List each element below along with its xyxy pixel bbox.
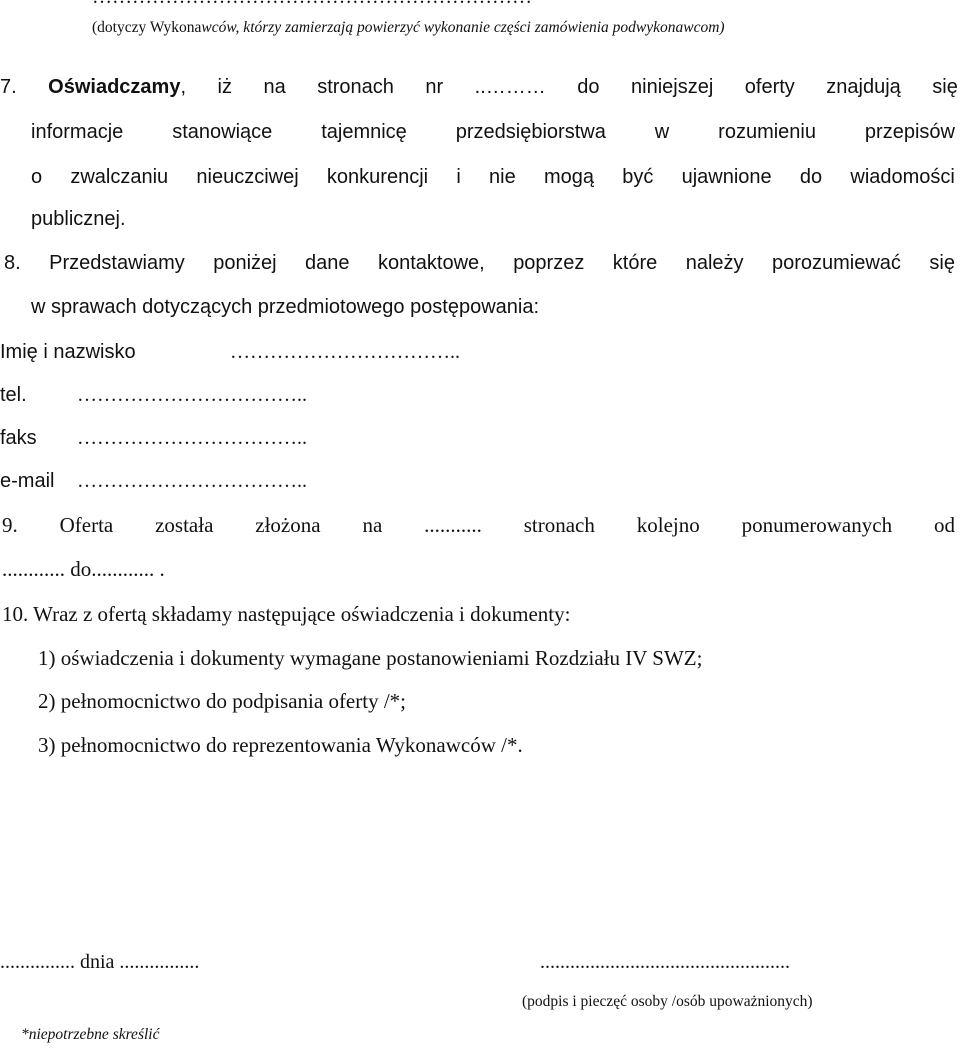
word: w bbox=[654, 121, 670, 143]
word: do bbox=[799, 166, 823, 188]
section-9-number: 9. bbox=[2, 513, 18, 537]
signature-caption: (podpis i pieczęć osoby /osób upoważnionych) bbox=[522, 993, 813, 1010]
section-7-line-3 bbox=[31, 166, 955, 189]
word: stronach bbox=[317, 76, 394, 98]
word: zwalczaniu bbox=[70, 166, 169, 188]
word: informacje bbox=[31, 121, 124, 143]
subcontractor-note bbox=[92, 19, 725, 37]
word: nieuczciwej bbox=[196, 166, 299, 188]
word: została bbox=[155, 513, 214, 537]
section-7-line-4: publicznej. bbox=[31, 208, 126, 230]
top-dots bbox=[92, 0, 532, 9]
word: nr bbox=[425, 76, 444, 98]
word: tajemnicę bbox=[321, 121, 407, 143]
tel-value: …………………………….. bbox=[77, 384, 307, 406]
section-8-line-1 bbox=[4, 252, 955, 275]
page-count-blank: ........... bbox=[424, 513, 482, 537]
signature-line: .................................................. bbox=[540, 951, 790, 973]
word: być bbox=[622, 166, 654, 188]
word: do bbox=[577, 76, 600, 98]
subcontractor-note-rest: wców, którzy zamierzają powierzyć wykonanie części zamówienia podwykonawcom) bbox=[201, 19, 725, 36]
word: dane bbox=[305, 252, 350, 274]
section-7-bold: Oświadczamy bbox=[48, 76, 181, 98]
word: ujawnione bbox=[681, 166, 772, 188]
word: porozumiewać bbox=[771, 252, 901, 274]
tel-label: tel. bbox=[0, 384, 27, 406]
attachment-item-1: 1) oświadczenia i dokumenty wymagane postanowieniami Rozdziału IV SWZ; bbox=[38, 646, 703, 670]
email-value: …………………………….. bbox=[77, 470, 307, 492]
word: należy bbox=[685, 252, 744, 274]
section-8-line-2: w sprawach dotyczących przedmiotowego postępowania: bbox=[31, 296, 540, 318]
word: konkurencji bbox=[326, 166, 429, 188]
section-7-line-2 bbox=[31, 121, 955, 144]
word: się bbox=[929, 252, 955, 274]
word: Oferta bbox=[59, 513, 114, 537]
word: iż bbox=[217, 76, 232, 98]
word: nie bbox=[489, 166, 516, 188]
word: Przedstawiamy bbox=[49, 252, 185, 274]
word: wiadomości bbox=[850, 166, 955, 188]
section-8-number: 8. bbox=[4, 252, 21, 274]
section-9-line-1 bbox=[2, 513, 955, 538]
section-7-line-1: 7. Oświadczamy, iż na stronach nr ..……… do niniejszej oferty znajdują się bbox=[0, 76, 958, 98]
word: złożona bbox=[255, 513, 321, 537]
email-label: e-mail bbox=[0, 470, 55, 492]
word: rozumieniu bbox=[718, 121, 816, 143]
footnote: *niepotrzebne skreślić bbox=[21, 1026, 160, 1043]
section-10-heading: 10. Wraz z ofertą składamy następujące oświadczenia i dokumenty: bbox=[2, 602, 571, 626]
name-label: Imię i nazwisko bbox=[0, 341, 136, 363]
word: się bbox=[932, 76, 958, 98]
attachment-item-2: 2) pełnomocnictwo do podpisania oferty /*; bbox=[38, 689, 407, 713]
name-value: …………………………….. bbox=[230, 341, 460, 363]
word: kolejno bbox=[636, 513, 700, 537]
word: poprzez bbox=[513, 252, 585, 274]
fax-label: faks bbox=[0, 427, 37, 449]
word: o bbox=[31, 166, 43, 188]
section-7-number: 7. bbox=[0, 76, 17, 98]
word: stanowiące bbox=[172, 121, 273, 143]
word: na bbox=[263, 76, 286, 98]
page-numbers-blank: ..……… bbox=[474, 76, 546, 98]
subcontractor-note-lead: (dotyczy Wykona bbox=[92, 19, 202, 36]
word: przedsiębiorstwa bbox=[455, 121, 606, 143]
word: znajdują bbox=[826, 76, 901, 98]
word: stronach bbox=[523, 513, 595, 537]
word: oferty bbox=[744, 76, 795, 98]
word: poniżej bbox=[213, 252, 277, 274]
word: które bbox=[612, 252, 658, 274]
attachment-item-3: 3) pełnomocnictwo do reprezentowania Wykonawców /*. bbox=[38, 733, 523, 757]
date-line: ............... dnia ................ bbox=[0, 951, 200, 973]
word: ponumerowanych bbox=[741, 513, 893, 537]
word: niniejszej bbox=[631, 76, 714, 98]
fax-value: …………………………….. bbox=[77, 427, 307, 449]
word: kontaktowe, bbox=[378, 252, 485, 274]
word: przepisów bbox=[864, 121, 955, 143]
section-9-line-2: ............ do............ . bbox=[2, 557, 165, 581]
word: i bbox=[456, 166, 461, 188]
word: na bbox=[362, 513, 383, 537]
word: od bbox=[933, 513, 955, 537]
word: mogą bbox=[543, 166, 594, 188]
